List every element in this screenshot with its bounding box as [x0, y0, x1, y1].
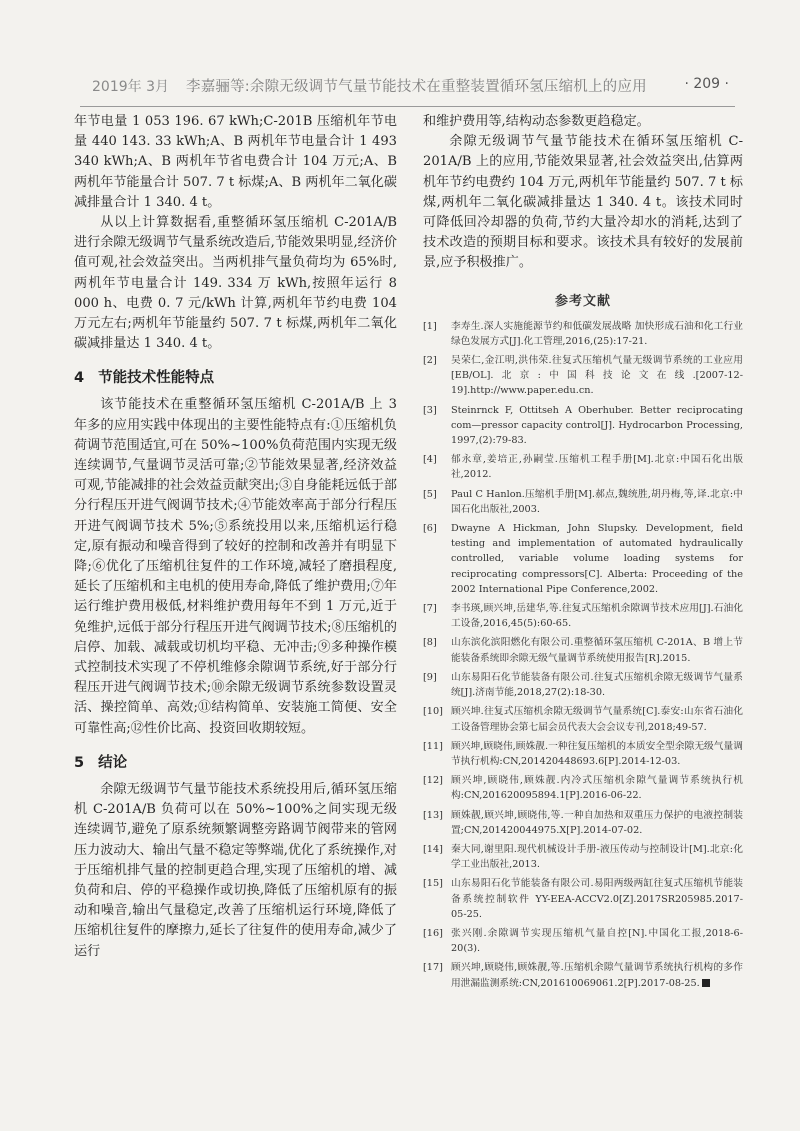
reference-item — [423, 704, 743, 734]
reference-number: [10] — [423, 706, 443, 718]
reference-number: [15] — [423, 878, 443, 890]
reference-item — [423, 635, 743, 665]
section-number: 5 — [74, 754, 85, 771]
reference-number: [5] — [423, 488, 437, 500]
reference-text: 李寿生.深人实施能源节约和低碳发展战略 加快形成石油和化工行业绿色发展方式[J].化工管理,2016,(25):17-21. — [451, 320, 743, 347]
reference-number: [16] — [423, 927, 443, 939]
paragraph: 余隙无级调节气量节能技术在循环氢压缩机 C-201A/B 上的应用,节能效果显著,社会效益突出,估算两机年节约电费约 104 万元,两机年节能量约 507. 7 t 标煤,两机年二氧化碳减排量达 1 340. 4 t。该技术同时可降低回冷却器的负荷,节约大量冷却水的消耗,达到了技术改造的预期目标和要求。该技术具有较好的发展前景,应予积极推广。 — [423, 134, 743, 271]
paragraph: 该节能技术在重整循环氢压缩机 C-201A/B 上 3 年多的应用实践中体现出的主要性能特点有:①压缩机负荷调节范围适宜,可在 50%~100%负荷范围内实现无级连续调节,气量调节灵活可靠;②节能效果显著,经济效益可观,节能减排的社会效益贡献突出;③自身能耗远低于部分行程压开进气阀调节技术;④节能效率高于部分行程压开进气阀调节技术 5%;⑤系统投用以来,压缩机运行稳定,原有振动和噪音得到了较好的控制和改善并有明显下降;⑥优化了压缩机往复件的工作环境,减轻了磨損程度,延长了压缩机和主电机的使用寿命,降低了维护费用;⑦年运行维护费用极低,材料维护费用每年不到 1 万元,近于免维护,远低于部分行程压开进气阀调节技术;⑧压缩机的启停、加载、减载或切机均平稳、无冲击;⑨多种操作模式控制技术实现了不停机维修余隙调节系统,好于部分行程压开进气阀调节技术;⑩余隙无级调节系统参数设置灵活、操控简单、高效;⑪结构简单、安装施工简便、安全可靠性高;⑫性价比高、投资回收期较短。 — [74, 397, 397, 736]
page-number: · 209 · — [684, 76, 729, 92]
reference-number: [17] — [423, 962, 443, 974]
reference-item — [423, 808, 743, 838]
reference-item — [423, 403, 743, 449]
reference-item — [423, 773, 743, 803]
reference-item — [423, 960, 743, 990]
paragraph: 余隙无级调节气量节能技术系统投用后,循环氢压缩机 C-201A/B 负荷可以在 50%~100%之间实现无级连续调节,避免了原系统频繁调整旁路调节阀带来的管网压力波动大、输出气量不稳定等弊端,优化了系统操作,对于压缩机排气量的控制更趋合理,实现了压缩机的增、减负荷和启、停的平稳操作或切换,降低了压缩机原有的振动和噪音,输出气量稳定,改善了压缩机运行环境,降低了压缩机往复件的摩擦力,延长了往复件的使用寿命,减少了运行 — [74, 781, 397, 959]
right-column — [423, 112, 743, 995]
section-title: 结论 — [98, 754, 128, 771]
reference-item — [423, 842, 743, 872]
reference-number: [14] — [423, 843, 443, 855]
reference-item — [423, 739, 743, 769]
reference-text: 吴荣仁,金江明,洪伟荣.往复式压缩机气量无级调节系统的工业应用[EB/OL].北京:中国科技论文在线.[2007-12-19].http://www.paper.edu.cn. — [451, 355, 743, 397]
reference-item — [423, 601, 743, 631]
reference-number: [3] — [423, 404, 437, 416]
reference-text: 顾兴坤,顾晓伟,顾姝靓.一种往复压缩机的本质安全型余隙无级气量调节执行机构:CN,201420448693.6[P].2014-12-03. — [451, 740, 743, 767]
section-heading — [74, 366, 397, 387]
reference-item — [423, 876, 743, 922]
reference-text: 顾兴坤,顾晓伟,顾姝靓.内冷式压缩机余隙气量调节系统执行机构:CN,201620095894.1[P].2016-06-22. — [451, 775, 743, 802]
paragraph: 从以上计算数据看,重整循环氢压缩机 C-201A/B 进行余隙无级调节气量系统改造后,节能效果明显,经济价值可观,社会效益突出。当两机排气量负荷均为 65%时,两机年节电量合计 149. 334 万 kWh,按照年运行 8 000 h、电费 0. 7 元/kWh 计算,两机年节约电费 104 万元左右;两机年节能量约 507. 7 t 标煤,两机年二氧化碳减排量达 1 340. 4 t。 — [74, 215, 397, 352]
reference-number: [9] — [423, 671, 437, 683]
section-title: 节能技术性能特点 — [98, 370, 215, 387]
reference-list — [423, 319, 743, 991]
reference-text: 顾兴坤.往复式压缩机余隙无级调节气量系统[C].泰安:山东省石油化工设备管理协会第七届会员代表大会会议专刊,2018;49-57. — [451, 706, 743, 733]
reference-text: 李书瑛,顾兴坤,岳建华,等.往复式压缩机余隙调节技术应用[J].石油化工设备,2016,45(5):60-65. — [451, 603, 743, 630]
reference-text: Paul C Hanlon.压缩机手册[M].郝点,魏统胜,胡丹梅,等,译.北京:中国石化出版社,2003. — [451, 488, 743, 515]
reference-text: 山东易阳石化节能装备有限公司.易阳两级两缸往复式压缩机节能装备系统控制软件 YY-EEA-ACCV2.0[Z].2017SR205985.2017-05-25. — [451, 878, 743, 920]
reference-item — [423, 926, 743, 956]
reference-item — [423, 319, 743, 349]
reference-text: 顾兴坤,顾晓伟,顾姝靓,等.压缩机余隙气量调节系统执行机构的多作用泄漏监测系统:CN,201610069061.2[P].2017-08-25. — [451, 962, 743, 989]
paragraph: 和维护费用等,结构动态参数更趋稳定。 — [423, 114, 650, 129]
section-number: 4 — [74, 370, 85, 387]
reference-number: [13] — [423, 809, 443, 821]
end-mark — [702, 979, 710, 987]
reference-number: [1] — [423, 320, 437, 332]
reference-number: [2] — [423, 355, 437, 367]
reference-text: 郁永章,姜培正,孙嗣莹.压缩机工程手册[M].北京:中国石化出版社,2012. — [451, 454, 743, 481]
reference-text: 山东易阳石化节能装备有限公司.往复式压缩机余隙无级调节气量系统[J].济南节能,2018,27(2):18-30. — [451, 671, 743, 699]
reference-item — [423, 670, 743, 700]
reference-number: [4] — [423, 454, 437, 466]
reference-number: [12] — [423, 775, 443, 787]
reference-number: [7] — [423, 603, 437, 615]
reference-item — [423, 353, 743, 399]
reference-text: 张兴刚.余隙调节实现压缩机气量自控[N].中国化工报,2018-6-20(3). — [451, 927, 743, 955]
running-header — [80, 70, 735, 107]
reference-item — [423, 521, 743, 597]
reference-text: Dwayne A Hickman, John Slupsky. Development, field testing and implementation of automated hydraulically controlled, variable volume loading systems for reciprocating compressors[C]. Alberta: Proceeding of the 2002 International Pipe Conference,2002. — [451, 523, 743, 595]
reference-text: 秦大同,谢里阳.现代机械设计手册-液压传动与控制设计[M].北京:化学工业出版社,2013. — [451, 843, 743, 871]
issue-date: 2019年 3月 — [92, 79, 169, 95]
references-heading: 参考文献 — [554, 293, 611, 309]
reference-text: 山东滨化滨阳燃化有限公司.重整循环氢压缩机 C-201A、B 增上节能装备系统即余隙无级气量调节系统使用报告[R].2015. — [451, 637, 743, 664]
reference-number: [6] — [423, 523, 437, 535]
reference-text: Steinrnck F, Ottitseh A Oberhuber. Better reciprocating com—pressor capacity control[J]. Hydrocarbon Processing, 1997,(2):79-83. — [451, 404, 743, 447]
reference-text: 顾姝靓,顾兴坤,顾晓伟,等.一种自加热和双重压力保护的电液控制装置;CN,201420044975.X[P].2014-07-02. — [451, 809, 743, 836]
reference-item — [423, 487, 743, 517]
reference-item — [423, 452, 743, 482]
running-title: 李嘉骊等:余隙无级调节气量节能技术在重整装置循环氢压缩机上的应用 — [186, 79, 647, 95]
left-column — [74, 112, 397, 962]
section-heading — [74, 751, 397, 772]
paragraph: 年节电量 1 053 196. 67 kWh;C-201B 压缩机年节电量 440 143. 33 kWh;A、B 两机年节电量合计 1 493 340 kWh;A、B 两机年节省电费合计 104 万元;A、B 两机年节能量合计 507. 7 t 标煤;A、B 两机年二氧化碳减排量合计 1 340. 4 t。 — [74, 114, 397, 210]
reference-number: [11] — [423, 740, 443, 752]
reference-number: [8] — [423, 637, 437, 649]
